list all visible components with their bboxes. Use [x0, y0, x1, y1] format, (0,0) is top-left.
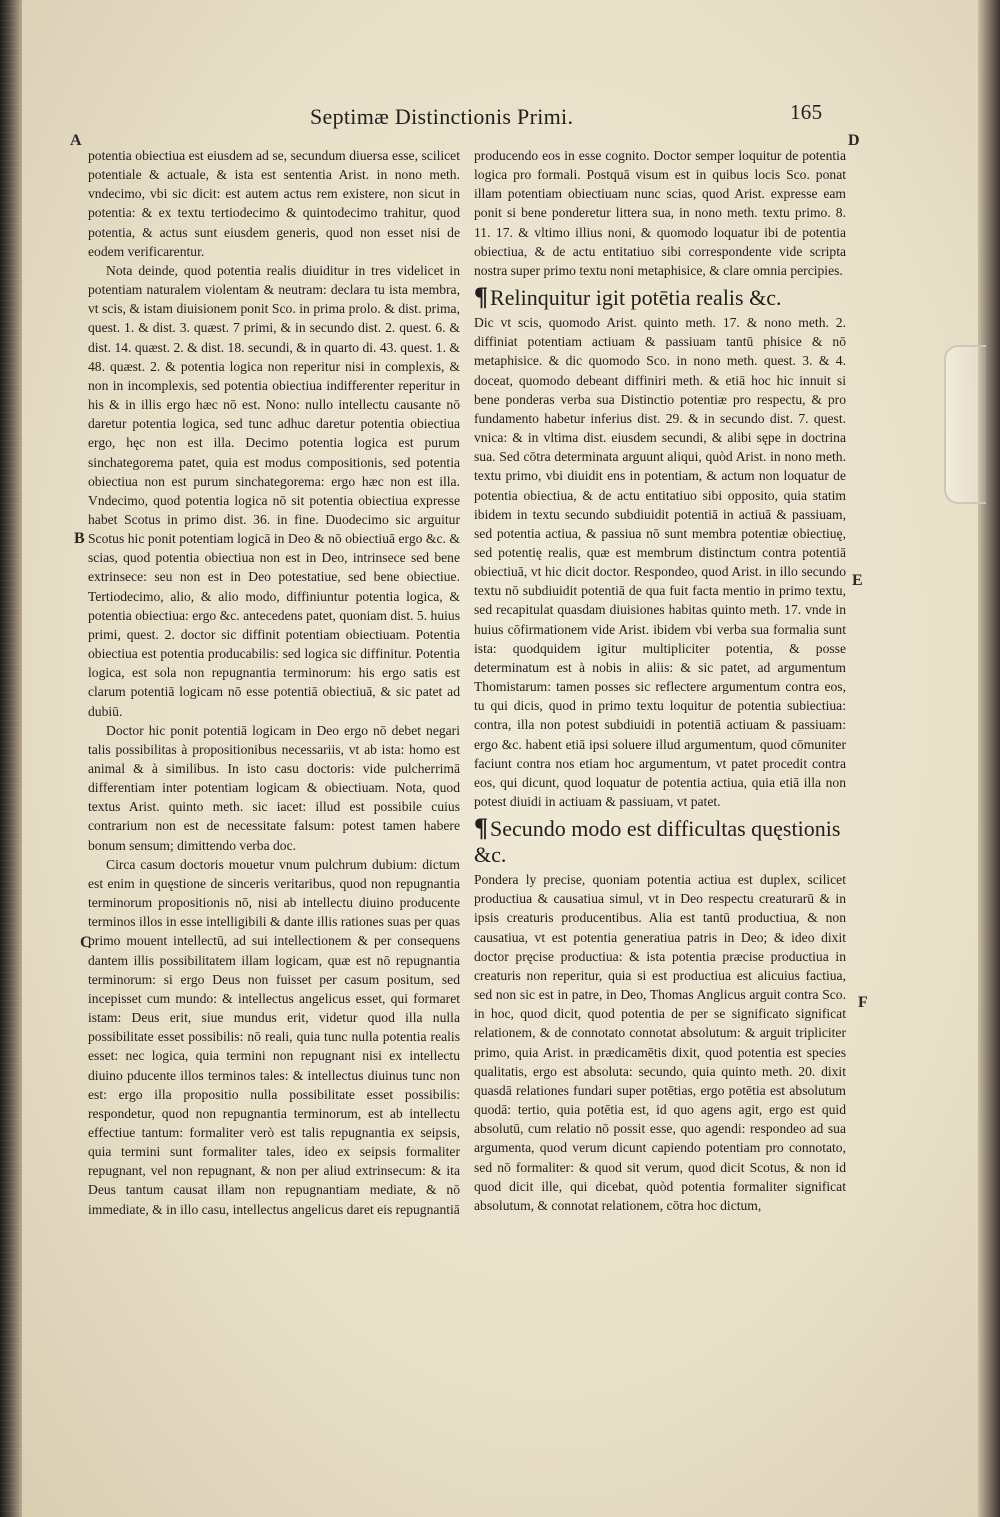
paragraph: potentia obiectiua est eiusdem ad se, secundum diuersa esse, scilicet potentiale & actuale, & ista est sententia Arist. in nono meth. vndecimo, vbi sic dicit: est autem actus rem existere, non sicut in potentia: & ex textu tertiodecimo & quintodecimo trahitur, quod potentia, & actus sunt eiusdem generis, quod non esset nisi de eodem verificarentur.	[88, 148, 460, 259]
running-title: Septimæ Distinctionis Primi.	[310, 104, 574, 129]
paragraph: Circa casum doctoris mouetur vnum pulchrum dubium: dictum est enim in quęstione de sinceris veritaribus, quod non repugnantia terminorum propositionis nō, nisi ab intellectu diuino producente terminos illos in esse intelligibili & dante illis rationes suas per quas primo mouent intellectū, ad sui intellectionem & per consequens dantem illis possibilitatem illam logicam, quæ est nō repugnantia terminorum: si ergo Deus non fuisset per casum positum, sed incepisset cum mundo: & intellectus angelicus esset, qui formaret istam: Deus erit, siue mundus erit, videtur quod illa nulla possibilitate esset possibilis: nō reali, quia tunc nulla potentia realis esset: nec logica, quia termini non repugnant nisi ex intellectu diuino pducente illos terminos tales: & intellectus diuinus tunc non est: ergo illa propositio nulla possibilitate esset possibilis: respondetur, quod non repugnantia terminorum, est ab intellectu effectiue tantum: formaliter verò est talis repugnantia ex seipsis, quia termini sunt formaliter tales, ideo ex seipsis formaliter repugnant, vel non repugnant, & non per aliud extrinsecum: & ita Deus tantum causat illam non repugnantiam mediate, & nō immediate, & in illo casu, intellectus angelicus daret eis repugnantiā	[88, 856, 460, 1217]
section-heading	[474, 284, 846, 311]
margin-letter-f: F	[858, 994, 868, 1011]
margin-letter-a: A	[70, 132, 82, 149]
paragraph-mark-icon: ¶	[474, 282, 489, 312]
heading-text: Secundo modo est difficultas quęstionis &c.	[474, 816, 841, 868]
paragraph: Pondera ly precise, quoniam potentia actiua est duplex, scilicet productiua & causatiua simul, vt in Deo respectu creaturarū & in ipsis creaturis producentibus. Alia est tantū productiua, & non causatiua, vt est potentia generatiua patris in Deo; & ideo dixit doctor pręcise productiua: & ista potentia præcise productiua in creaturis non reperitur, quia si est productiua est alicuius factiua, sed non sic est in patre, in Deo, Thomas Anglicus arguit contra Sco. in hoc, quod dicit, quod potentia de per se significato significat relationem, & de connotato connotat absolutum: & arguit tripliciter primo, quia Arist. in prædicamētis dixit, quod potentia est species qualitatis, ergo est absoluta: secundo, quia quinto meth. 20. dixit quasdā relationes fundari super potētias, ergo potētia est absolutum quodā: tertio, quia potētia est, id quo agens agit, ergo est quid absolutū, cum relatio nō possit esse, quo agendi: respondeo ad sua argumenta, quod verum dicunt capiendo potentiam pro connotato, sed nō formaliter: & quod sit verum, quod dicit Scotus, & non id quod dicit ille, qui dicebat, quòd potentia formaliter significat absolutum, & connotat relationem, cōtra hoc dictum,	[474, 872, 846, 1213]
left-column	[88, 146, 460, 1219]
section-heading	[474, 815, 846, 868]
margin-letter-c: C	[80, 934, 92, 951]
paragraph: producendo eos in esse cognito. Doctor semper loquitur de potentia logica pro formali. Postquā visum est in quibus locis Sco. ponat illam potentiam obiectiuam nunc scias, quod Arist. expresse eam ponit si bene ponderetur littera sua, in nono meth. textu primo. 8. 11. 17. & vltimo illius noni, & quomodo loquatur ibi de potentia obiectiua, & de actu entitatiuo sibi correspondente vide scripta nostra super primo textu noni metaphisice, & clare omnia percipies.	[474, 148, 846, 278]
margin-letter-b: B	[74, 530, 85, 547]
margin-letter-d: D	[848, 132, 860, 149]
paragraph-mark-icon: ¶	[474, 813, 489, 843]
clip-tab	[944, 345, 986, 504]
right-column	[474, 146, 846, 1215]
paragraph: Dic vt scis, quomodo Arist. quinto meth. 17. & nono meth. 2. diffiniat potentiam actiuam & passiuam tantū phisice & nō metaphisice. & dic quomodo Sco. in nono meth. quest. 3. & 4. doceat, quomodo debeant diffiniri meth. & etiā hoc hic innuit si bene ponderas verba sua Distinctio potentiæ pro respectu, & pro fundamento habetur inferius dist. 29. & in secundo dist. 7. quest. vnica: & in vltima dist. eiusdem secundi, & alibi sępe in doctrina sua. Sed cōtra determinata arguunt aliqui, quòd Arist. in nono meth. textu primo, vbi diuidit ens in potentiam, & actum non loquatur de potentia obiectiua, & de actu entitatiuo sibi opposito, quia statim ibidem in textu secundo subdiuidit potentiā in actiuā & passiuam, sed potentia actiua, & passiua nō sunt membra potentiæ obiectiuę, sed potentię realis, quæ est membrum distinctum contra potentiā obiectiuā, vt hic dicit doctor. Respondeo, quod Arist. in illo secundo textu nō subdiuidit potentiā de qua fuit facta mentio in primo textu, sed recapitulat quasdam diuisiones habitas quinto meth. 17. vnde in huius cōfirmationem vide Arist. ibidem vbi verba sua formalia sunt ista: quodquidem igitur multipliciter potentia, & posse determinatum est à nobis in aliis: & sic patet, ad argumentum Thomistarum: tamen posses sic reflectere argumentum contra eos, tu qui dicis, quod in primo textu loquitur de potentia subiectiua: contra, illa non potest subdiuidi in potentiā actiuam & passiuam: ergo &c. habent etiā ipsi soluere illud argumentum, quod cōmuniter faciunt contra nos etiam hoc argumentum, vt patet procedit contra eos, qui dicunt, quod loquatur de potentia actiua, quia etiā illa non potest diuidi in actiuam & passiuam, vt patet.	[474, 315, 846, 809]
paragraph: Nota deinde, quod potentia realis diuiditur in tres videlicet in potentiam naturalem violentam & neutram: declara tu ista membra, vt scis, & istam diuisionem ponit Sco. in prima prolo. & dist. prima, quest. 1. & dist. 3. quæst. 7 primi, & in secundo dist. 2. quest. 6. & dist. 14. quæst. 2. & dist. 18. secundi, & in quarto di. 43. quest. 1. & 48. quæst. 2. & potentia logica non reperitur nisi in complexis, & non in incomplexis, sed potentia obiectiua indifferenter reperitur in his & in illis ergo hæc nō est. Nono: nullo intellectu causante nō daretur potentia logica, sed tunc adhuc daretur potentia obiectiua ergo, hęc non est illa. Decimo potentia logica est purum sinchategorema patet, quia est modus compositionis, sed potentia obiectiua non est purum sinchategorema: ergo hæc non est illa. Vndecimo, quod potentia logica nō sit potentia obiectiua expresse habet Scotus in primo dist. 36. in fine. Duodecimo sic arguitur Scotus hic ponit potentiam logicā in Deo & nō obiectiuā ergo &c. & scias, quod potentia obiectiua non est in Deo, intrinsece sed bene extrinsece: seu non est in Deo potestatiue, sed bene obiectiue. Tertiodecimo, alio, & alio modo, diffiniuntur potentia logica, & potentia obiectiua: ergo &c. antecedens patet, quoniam dist. 5. huius primi, quest. 2. doctor sic diffinit potentiam obiectiuam. Potentia obiectiua est potentia producabilis: sed logica sic diffinitur. Potentia logica, est sola non repugnantia terminorum: his ergo satis est clarum potentiā logicam nō esse potentiā obiectiuā, & sic patet ad dubiū.	[88, 262, 460, 719]
heading-text: Relinquitur igit potētia realis &c.	[490, 285, 782, 311]
page-edges-right	[978, 0, 1000, 1517]
running-header	[310, 100, 840, 136]
page-edges-left	[0, 0, 22, 1517]
margin-letter-e: E	[852, 572, 863, 589]
paragraph: Doctor hic ponit potentiā logicam in Deo ergo nō debet negari talis possibilitas à propositionibus necessariis, vt ab ista: homo est animal & à similibus. In isto casu doctoris: vide pulcherrimā differentiam inter potentiam logicam & obiectiuam. Nota, quod textus Arist. quinto meth. sic iacet: illud est possibile cuius contrarium non est de necessitate falsum: potest tamen habere bonum sensum; dimittendo verba doc.	[88, 722, 460, 853]
folio-number: 165	[790, 100, 823, 124]
